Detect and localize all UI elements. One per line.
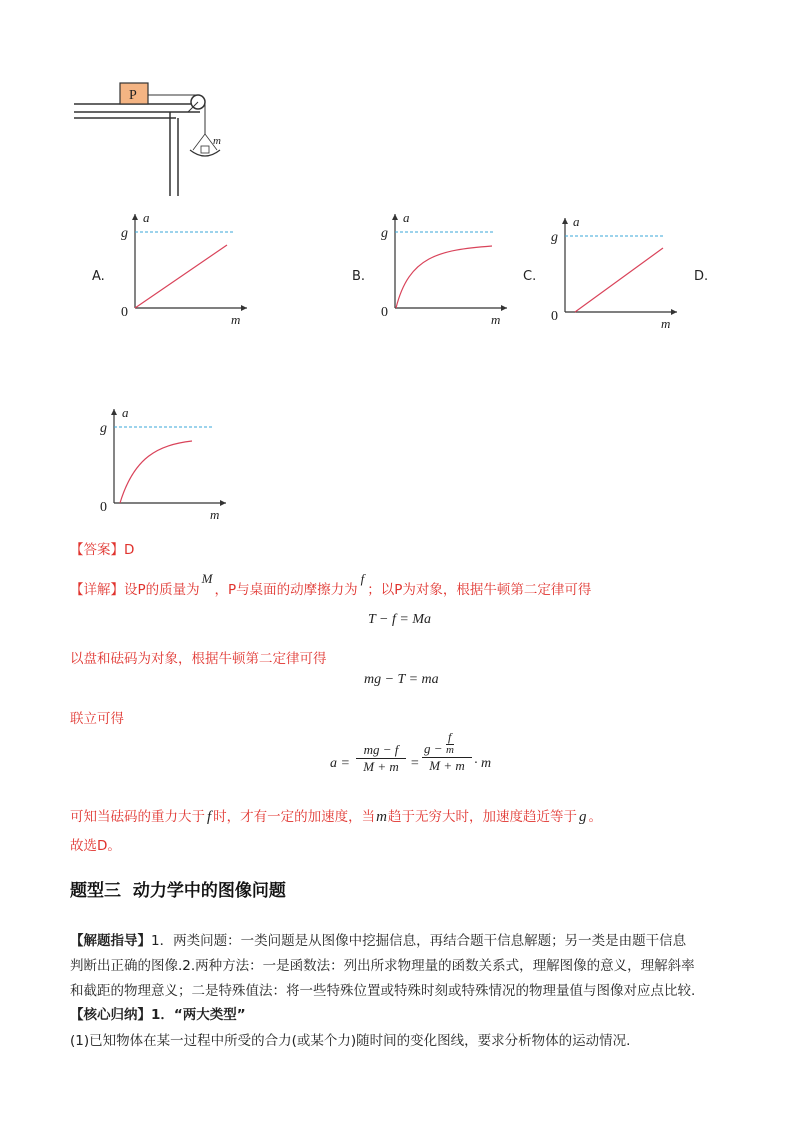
core-line: [70, 1003, 246, 1027]
option-d-label: D.: [694, 269, 709, 284]
asymptote-label: g: [121, 226, 128, 241]
answer-curve: [396, 246, 492, 308]
guide-label: 【解题指导】: [70, 933, 151, 949]
apparatus-diagram: [70, 78, 240, 198]
option-a-graph: [115, 208, 255, 328]
x-axis-arrow: [220, 500, 226, 506]
y-axis-arrow: [111, 409, 117, 415]
origin-label: 0: [100, 500, 107, 515]
guide-line-2: 判断出正确的图像.2.两种方法：一是函数法：列出所求物理量的函数关系式，理解图像的意义，理解斜率: [70, 958, 695, 974]
guide-line-1: 【解题指导】1．两类问题：一类问题是从图像中挖掘信息，再结合题干信息解题；另一类是由题干信息: [70, 933, 687, 949]
core-title: 1．“两大类型”: [151, 1007, 246, 1023]
detail-line-2: 以盘和砝码为对象，根据牛顿第二定律可得: [70, 651, 327, 667]
origin-label: 0: [121, 305, 128, 320]
detail-label: 【详解】: [70, 582, 124, 598]
asymptote-label: g: [100, 421, 107, 436]
answer-value: D: [124, 542, 135, 558]
section-heading: 题型三 动力学中的图像问题: [70, 881, 286, 901]
y-axis-label: a: [403, 210, 410, 225]
x-axis-label: m: [231, 312, 241, 327]
answer-curve: [575, 248, 663, 312]
friction-symbol-f: f: [360, 571, 365, 586]
x-axis-label: m: [491, 312, 501, 327]
detail-line-1: 【详解】设P的质量为M，P与桌面的动摩擦力为f；以P为对象，根据牛顿第二定律可得: [70, 571, 592, 598]
option-d-graph: [94, 403, 234, 523]
x-axis-arrow: [241, 305, 247, 311]
y-axis-label: a: [143, 210, 150, 225]
option-b-graph: [375, 208, 515, 328]
detail-line-5: 故选D。: [70, 838, 121, 854]
option-c-graph: [545, 212, 685, 332]
core-item-1: (1)已知物体在某一过程中所受的合力(或某个力)随时间的变化图线，要求分析物体的运动情况.: [70, 1033, 631, 1049]
eq3-frac2: g − f m M + m: [422, 732, 472, 774]
y-axis-arrow: [132, 214, 138, 220]
x-axis-label: m: [661, 316, 671, 331]
option-a-label: A.: [92, 269, 105, 284]
answer-label: 【答案】: [70, 542, 124, 558]
equation-3: a = mg − f M + m = g − f m M + m · m: [330, 730, 492, 774]
detail-line-4: 可知当砝码的重力大于 f 时，才有一定的加速度，当m趋于无穷大时，加速度趋近等于 g 。: [70, 809, 603, 825]
y-axis-arrow: [392, 214, 398, 220]
x-axis-arrow: [671, 309, 677, 315]
answer-line: [70, 538, 134, 558]
answer-curve: [120, 441, 192, 503]
detail-line-3: 联立可得: [70, 711, 124, 727]
equation-1: T − f = Ma: [368, 612, 431, 627]
guide-line-3: 和截距的物理意义；二是特殊值法：将一些特殊位置或特殊时刻或特殊情况的物理量值与图像对应点比较.: [70, 983, 696, 999]
core-label: 【核心归纳】: [70, 1007, 151, 1023]
origin-label: 0: [381, 305, 388, 320]
y-axis-label: a: [573, 214, 580, 229]
origin-label: 0: [551, 309, 558, 324]
equation-2: mg − T = ma: [364, 672, 439, 687]
asymptote-label: g: [551, 230, 558, 245]
option-b-label: B.: [352, 269, 366, 284]
y-axis-arrow: [562, 218, 568, 224]
block-p-label: P: [129, 88, 137, 103]
mass-label: m: [213, 135, 221, 147]
eq3-frac1: mg − f M + m: [356, 742, 406, 775]
mass-symbol-M: M: [201, 571, 213, 586]
y-axis-label: a: [122, 405, 129, 420]
x-axis-label: m: [210, 507, 220, 522]
x-axis-arrow: [501, 305, 507, 311]
answer-curve: [135, 245, 227, 308]
asymptote-label: g: [381, 226, 388, 241]
option-c-label: C.: [523, 269, 537, 284]
